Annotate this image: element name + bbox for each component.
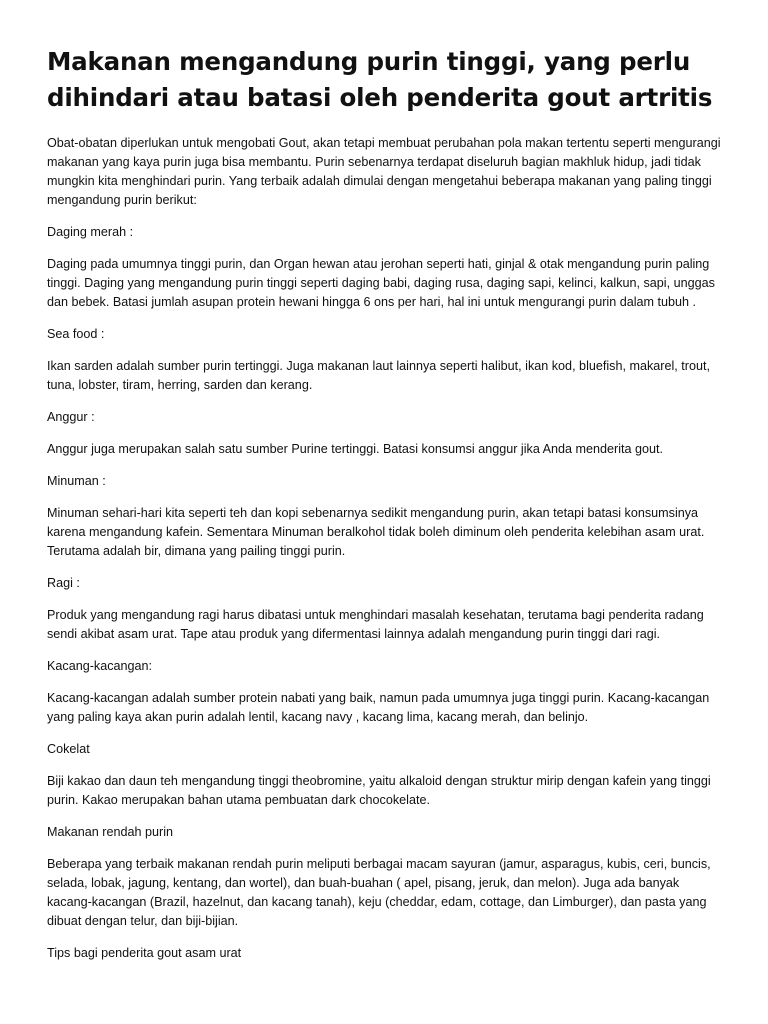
section-heading-tips: Tips bagi penderita gout asam urat — [47, 946, 242, 960]
section-body-ragi: Produk yang mengandung ragi harus dibatasi untuk menghindari masalah kesehatan, terutama bagi penderita radang sendi akibat asam urat. Tape atau produk yang difermentasi lainnya adalah mengandung purin tinggi dari ragi. — [47, 608, 704, 641]
section-heading-daging-merah: Daging merah : — [47, 225, 134, 239]
section-body-daging-merah: Daging pada umumnya tinggi purin, dan Organ hewan atau jerohan seperti hati, ginjal & otak mengandung purin paling tinggi. Daging yang mengandung purin tinggi seperti daging babi, daging rusa, daging sapi, kelinci, kalkun, sapi, unggas dan bebek. Batasi jumlah asupan protein hewani hingga 6 ons per hari, hal ini untuk mengurangi purin dalam tubuh . — [47, 257, 715, 309]
section-heading-sea-food: Sea food : — [47, 327, 105, 341]
section-heading-minuman: Minuman : — [47, 474, 106, 488]
document-title: Makanan mengandung purin tinggi, yang perlu dihindari atau batasi oleh penderita gout artritis — [47, 47, 713, 112]
section-body-kacang-kacangan: Kacang-kacangan adalah sumber protein nabati yang baik, namun pada umumnya juga tinggi purin. Kacang-kacangan yang paling kaya akan purin adalah lentil, kacang navy , kacang lima, kacang merah, dan belinjo. — [47, 691, 710, 724]
section-heading-cokelat: Cokelat — [47, 742, 90, 756]
section-heading-kacang-kacangan: Kacang-kacangan: — [47, 659, 153, 673]
section-heading-anggur: Anggur : — [47, 410, 95, 424]
section-body-sea-food: Ikan sarden adalah sumber purin tertinggi. Juga makanan laut lainnya seperti halibut, ikan kod, bluefish, makarel, trout, tuna, lobster, tiram, herring, sarden dan kerang. — [47, 359, 710, 392]
section-body-cokelat: Biji kakao dan daun teh mengandung tinggi theobromine, yaitu alkaloid dengan struktur mirip dengan kafein yang tinggi purin. Kakao merupakan bahan utama pembuatan dark chocokelate. — [47, 774, 711, 807]
section-body-anggur: Anggur juga merupakan salah satu sumber Purine tertinggi. Batasi konsumsi anggur jika Anda menderita gout. — [47, 442, 664, 456]
section-body-minuman: Minuman sehari-hari kita seperti teh dan kopi sebenarnya sedikit mengandung purin, akan tetapi batasi konsumsinya karena mengandung kafein. Sementara Minuman beralkohol tidak boleh diminum oleh penderita kelebihan asam urat. Terutama adalah bir, dimana yang pailing tinggi purin. — [47, 506, 705, 558]
document-page — [47, 44, 727, 976]
section-heading-makanan-rendah-purin: Makanan rendah purin — [47, 825, 174, 839]
intro-paragraph: Obat-obatan diperlukan untuk mengobati Gout, akan tetapi membuat perubahan pola makan tertentu seperti mengurangi makanan yang kaya purin juga bisa membantu. Purin sebenarnya terdapat diseluruh bagian makhluk hidup, jadi tidak mungkin kita menghindari purin. Yang terbaik adalah dimulai dengan mengetahui beberapa makanan yang paling tinggi mengandung purin berikut: — [47, 136, 721, 207]
section-heading-ragi: Ragi : — [47, 576, 80, 590]
section-body-makanan-rendah-purin: Beberapa yang terbaik makanan rendah purin meliputi berbagai macam sayuran (jamur, asparagus, kubis, ceri, buncis, selada, lobak, jagung, kentang, dan wortel), dan buah-buahan ( apel, pisang, jeruk, dan melon). Juga ada banyak kacang-kacangan (Brazil, hazelnut, dan kacang tanah), keju (cheddar, edam, cottage, dan Limburger), dan pasta yang dibuat dengan telur, dan biji-bijian. — [47, 857, 711, 928]
